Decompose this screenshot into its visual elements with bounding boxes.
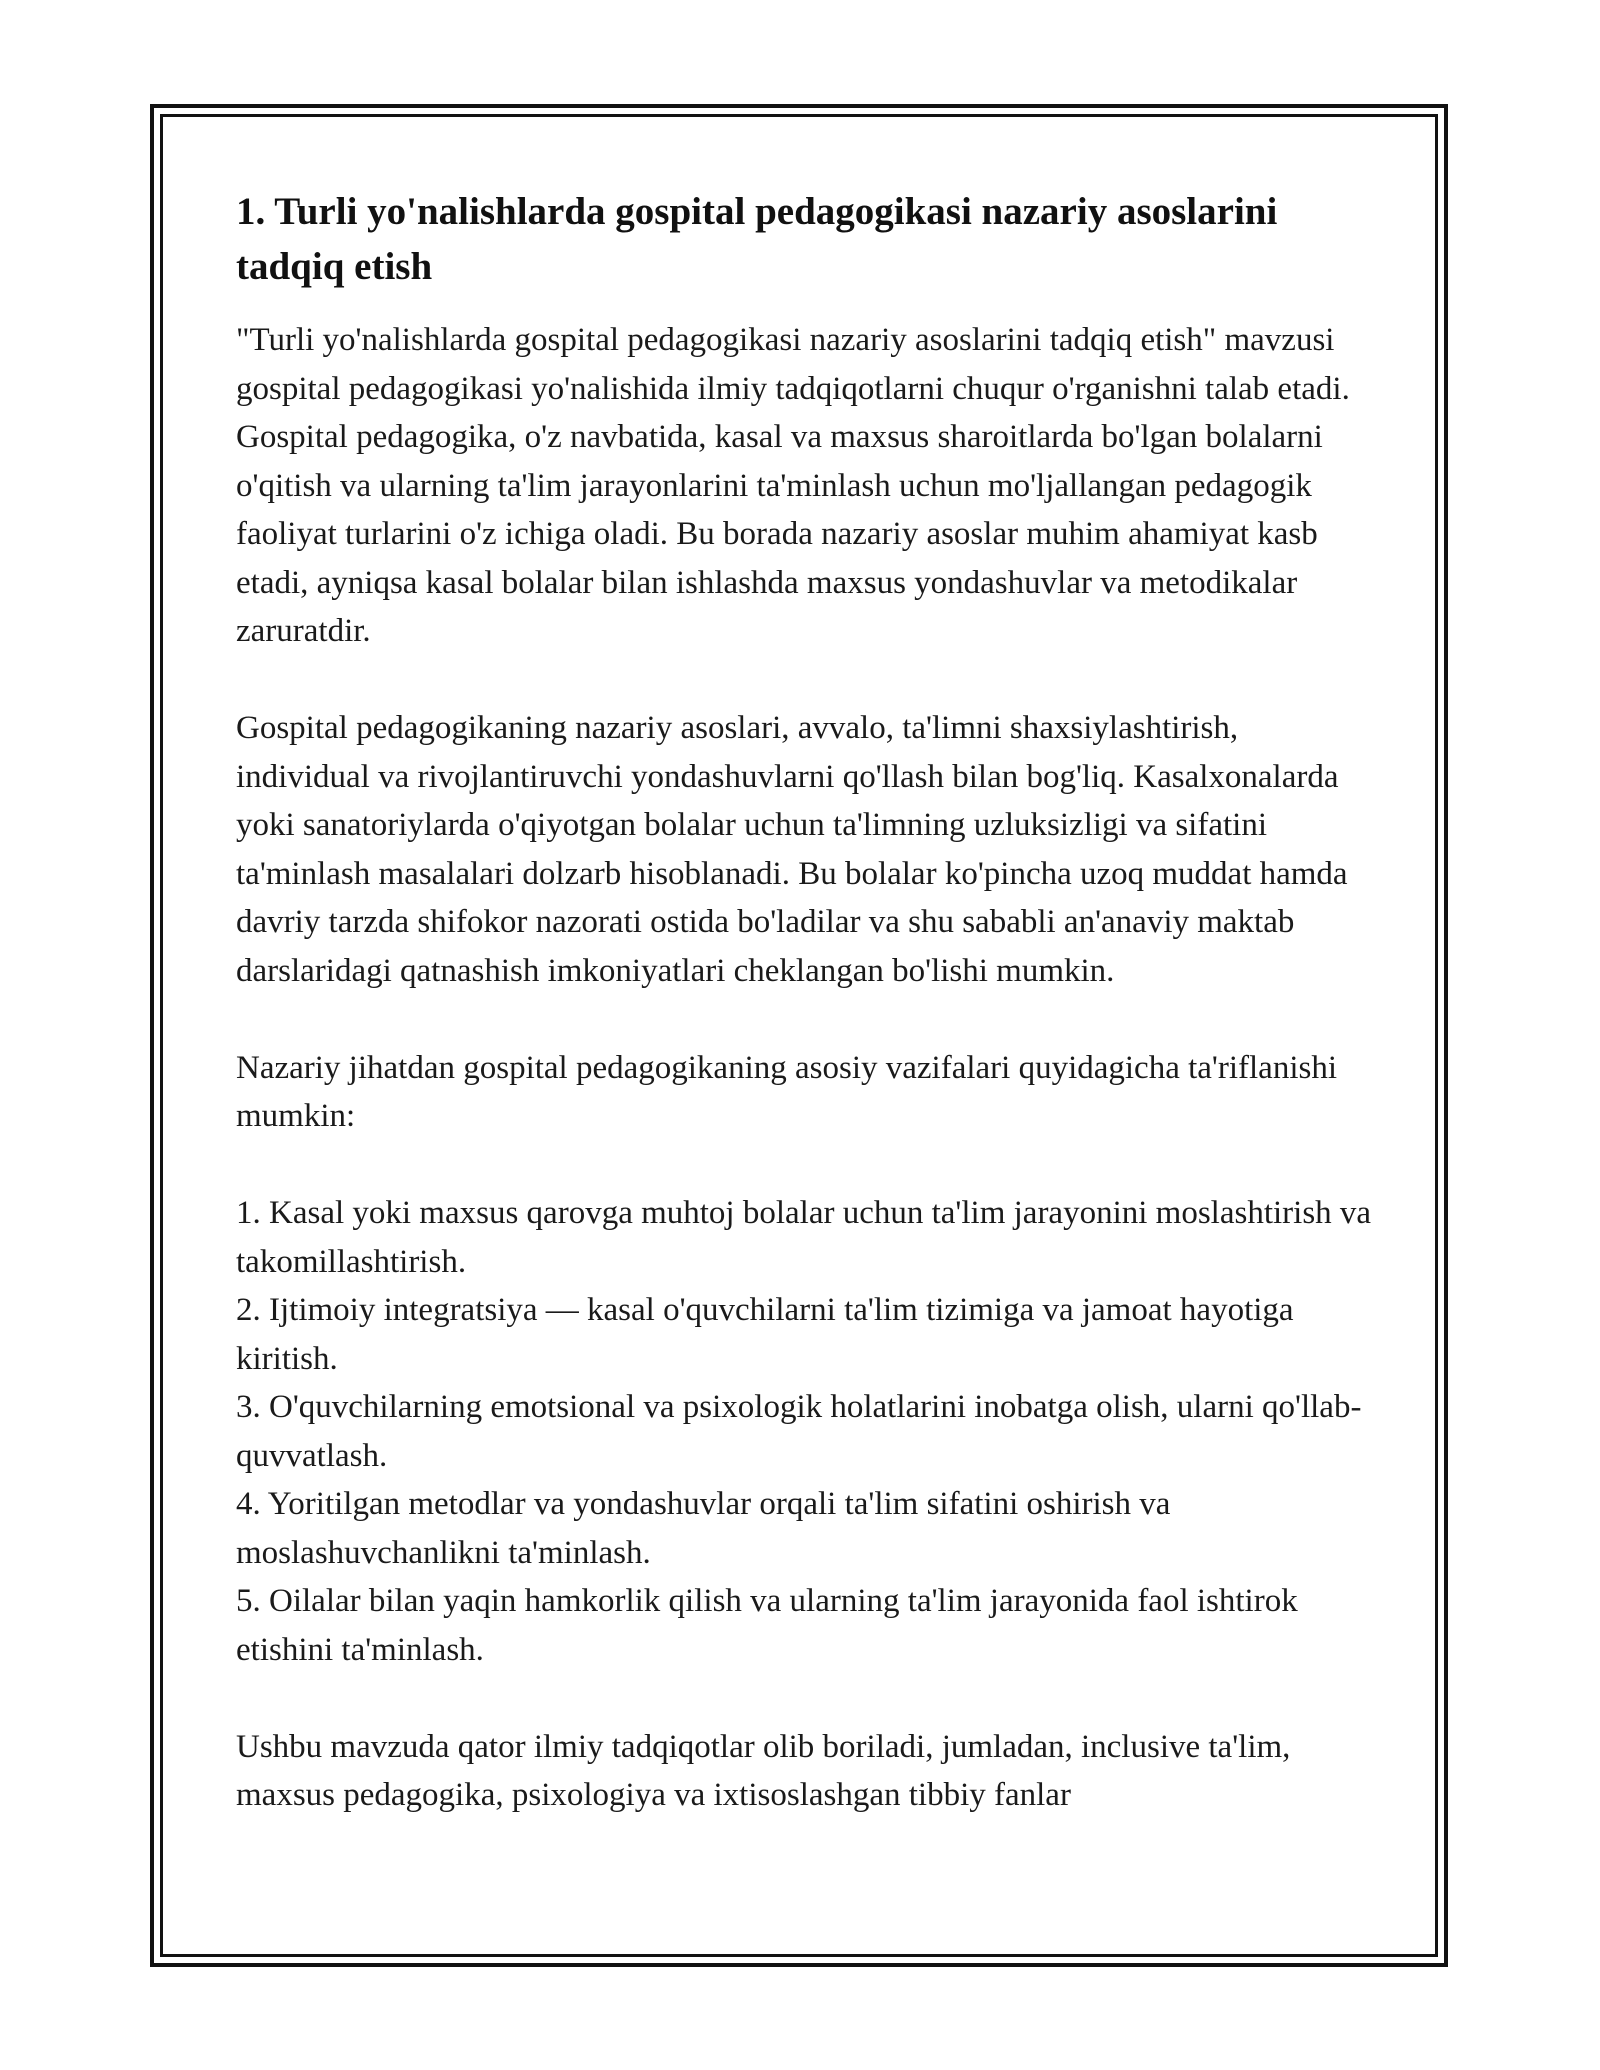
paragraph-spacer (236, 656, 1376, 705)
list-item: 2. Ijtimoiy integratsiya — kasal o'quvchilarni ta'lim tizimiga va jamoat hayotiga kiritish. (236, 1292, 1294, 1377)
list-item: 1. Kasal yoki maxsus qarovga muhtoj bolalar uchun ta'lim jarayonini moslashtirish va takomillashtirish. (236, 1195, 1372, 1280)
document-body (236, 184, 1376, 1820)
paragraph-spacer (236, 1674, 1376, 1723)
paragraph-intro: "Turli yo'nalishlarda gospital pedagogikasi nazariy asoslarini tadqiq etish" mavzusi gospital pedagogikasi yo'nalishida ilmiy tadqiqotlarni chuqur o'rganishni talab etadi. Gospital pedagogika, o'z navbatida, kasal va maxsus sharoitlarda bo'lgan bolalarni o'qitish va ularning ta'lim jarayonlarini ta'minlash uchun mo'ljallangan pedagogik faoliyat turlarini o'z ichiga oladi. Bu borada nazariy asoslar muhim ahamiyat kasb etadi, ayniqsa kasal bolalar bilan ishlashda maxsus yondashuvlar va metodikalar zaruratdir. (236, 322, 1350, 649)
paragraph-theory: Gospital pedagogikaning nazariy asoslari, avvalo, ta'limni shaxsiylashtirish, individual va rivojlantiruvchi yondashuvlarni qo'llash bilan bog'liq. Kasalxonalarda yoki sanatoriylarda o'qiyotgan bolalar uchun ta'limning uzluksizligi va sifatini ta'minlash masalalari dolzarb hisoblanadi. Bu bolalar ko'pincha uzoq muddat hamda davriy tarzda shifokor nazorati ostida bo'ladilar va shu sababli an'anaviy maktab darslaridagi qatnashish imkoniyatlari cheklangan bo'lishi mumkin. (236, 710, 1348, 989)
list-item: 4. Yoritilgan metodlar va yondashuvlar orqali ta'lim sifatini oshirish va moslashuvchanlikni ta'minlash. (236, 1486, 1171, 1571)
paragraph-closing: Ushbu mavzuda qator ilmiy tadqiqotlar olib boriladi, jumladan, inclusive ta'lim, maxsus pedagogika, psixologiya va ixtisoslashgan tibbiy fanlar (236, 1728, 1291, 1813)
list-item: 5. Oilalar bilan yaqin hamkorlik qilish va ularning ta'lim jarayonida faol ishtirok etishini ta'minlash. (236, 1583, 1298, 1668)
section-title: 1. Turli yo'nalishlarda gospital pedagogikasi nazariy asoslarini tadqiq etish (236, 190, 1278, 288)
list-item: 3. O'quvchilarning emotsional va psixologik holatlarini inobatga olish, ularni qo'llab-quvvatlash. (236, 1389, 1362, 1474)
paragraph-tasks-lead: Nazariy jihatdan gospital pedagogikaning asosiy vazifalari quyidagicha ta'riflanishi mumkin: (236, 1049, 1338, 1134)
paragraph-spacer (236, 995, 1376, 1044)
paragraph-spacer (236, 1141, 1376, 1190)
tasks-list (236, 1189, 1376, 1674)
